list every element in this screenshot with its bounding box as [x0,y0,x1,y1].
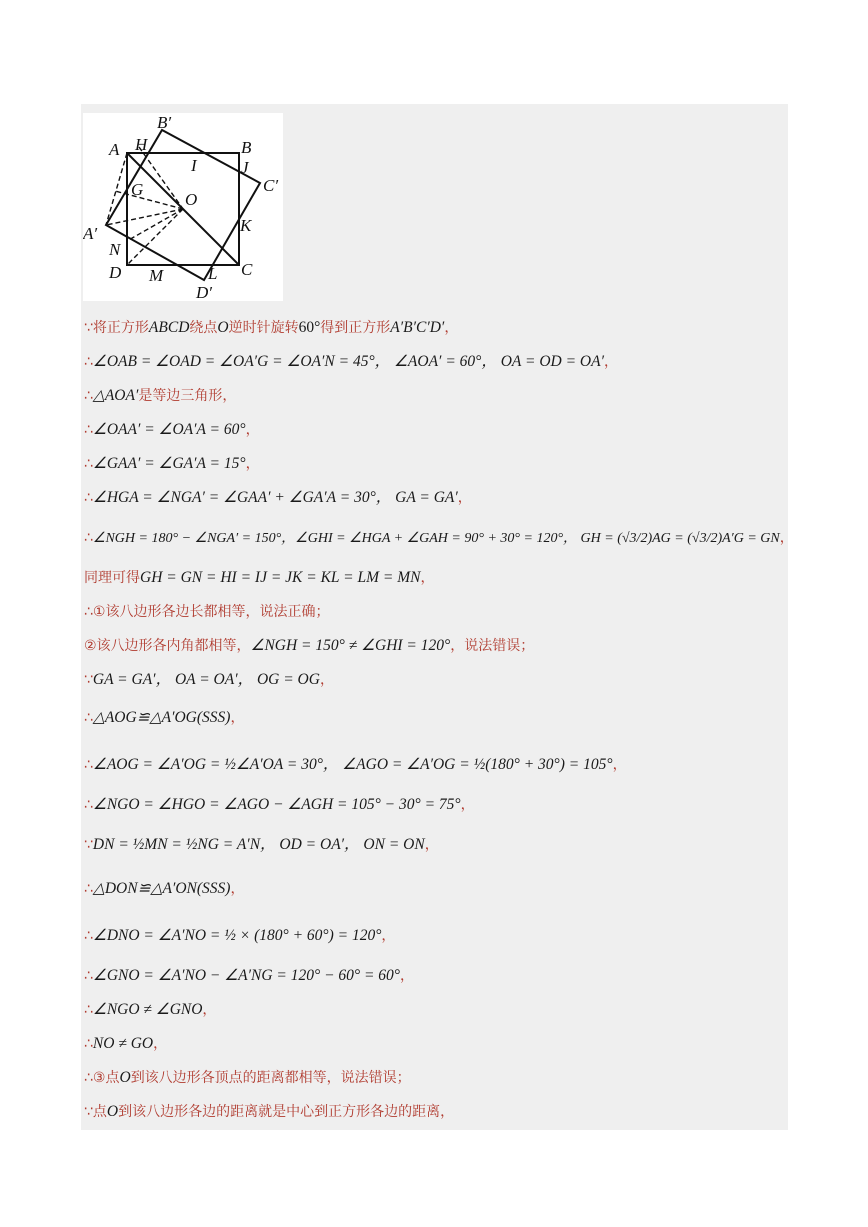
line-18: ∴∠GNO = ∠A′NO − ∠A′NG = 120° − 60° = 60°， [84,967,415,984]
line-11: ∵GA = GA′， OA = OA′， OG = OG， [84,671,334,688]
line-1: ∵将正方形ABCD绕点O逆时针旋转60°得到正方形A′B′C′D′， [84,319,459,336]
line-6: ∴∠HGA = ∠NGA′ = ∠GAA′ + ∠GA′A = 30°， GA = GA′， [84,489,472,506]
line-3: ∴△AOA′是等边三角形， [84,387,237,404]
label-N: N [109,240,121,259]
line-21: ∴③点O到该八边形各顶点的距离都相等，说法错误； [84,1069,411,1086]
line-20: ∴NO ≠ GO， [84,1035,168,1052]
line-13: ∴∠AOG = ∠A′OG = ½∠A′OA = 30°， ∠AGO = ∠A′OG = ½(180° + 30°) = 105°， [84,756,627,773]
geometry-figure [83,113,283,301]
label-H: H [135,135,148,154]
label-C-prime: C′ [263,176,279,195]
label-M: M [149,266,164,285]
label-G: G [131,180,144,199]
line-5: ∴∠GAA′ = ∠GA′A = 15°， [84,455,260,472]
line-10: ②该八边形各内角都相等，∠NGH = 150° ≠ ∠GHI = 120°，说法错误； [84,637,535,654]
line-8: 同理可得GH = GN = HI = IJ = JK = KL = LM = MN， [84,569,435,586]
label-A-prime: A′ [83,224,98,243]
label-I: I [191,156,197,175]
line-22: ∵点O到该八边形各边的距离就是中心到正方形各边的距离， [84,1103,455,1120]
line-15: ∵DN = ½MN = ½NG = A′N， OD = OA′， ON = ON， [84,836,439,853]
line-7: ∴∠NGH = 180° − ∠NGA′ = 150°，∠GHI = ∠HGA + ∠GAH = 90° + 30° = 120°， GH = (√3/2)AG = (√3/2)A′G = GN， [84,530,794,546]
line-4: ∴∠OAA′ = ∠OA′A = 60°， [84,421,260,438]
line-17: ∴∠DNO = ∠A′NO = ½ × (180° + 60°) = 120°， [84,927,396,944]
line-19: ∴∠NGO ≠ ∠GNO， [84,1001,217,1018]
label-B-prime: B′ [157,113,172,132]
line-14: ∴∠NGO = ∠HGO = ∠AGO − ∠AGH = 105° − 30° = 75°， [84,796,475,813]
line-2: ∴∠OAB = ∠OAD = ∠OA′G = ∠OA′N = 45°， ∠AOA′ = 60°， OA = OD = OA′， [84,353,618,370]
label-L: L [208,264,218,283]
label-K: K [240,216,252,235]
label-C: C [241,260,253,279]
label-B: B [241,138,252,157]
line-9: ∴①该八边形各边长都相等，说法正确； [84,604,330,620]
label-D: D [109,263,122,282]
line-16: ∴△DON≌△A′ON(SSS)， [84,880,245,897]
label-D-prime: D′ [196,283,212,301]
label-J: J [241,158,249,177]
line-12: ∴△AOG≌△A′OG(SSS)， [84,709,245,726]
label-A: A [109,140,120,159]
label-O: O [185,190,198,209]
